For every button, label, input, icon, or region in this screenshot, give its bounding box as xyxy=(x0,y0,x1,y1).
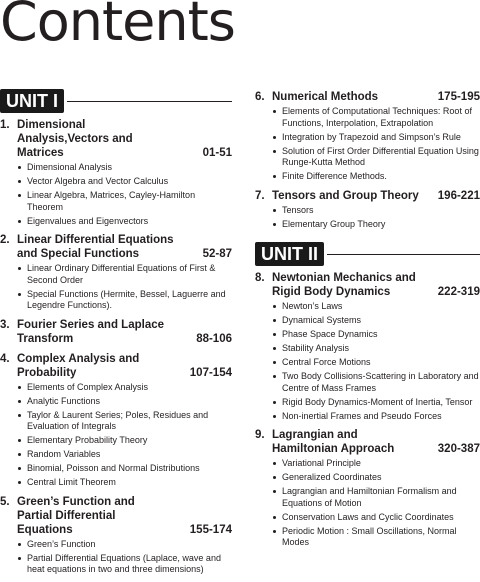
chapter-heading xyxy=(0,118,232,160)
chapter-entry[interactable] xyxy=(0,352,232,489)
topic-list xyxy=(0,162,232,227)
chapter-entry[interactable] xyxy=(255,428,480,549)
chapter-title-block xyxy=(255,428,422,456)
chapter-title-block xyxy=(0,233,182,261)
chapter-title-block xyxy=(255,90,432,104)
topic-item: Elementary Probability Theory xyxy=(27,435,232,447)
chapter-page-range: 52-87 xyxy=(202,248,232,260)
chapter-page-range: 155-174 xyxy=(189,523,232,536)
chapter-title-block xyxy=(0,318,177,346)
chapter-heading xyxy=(0,318,232,346)
unit-label: UNIT I xyxy=(0,89,64,113)
topic-list xyxy=(255,205,480,231)
unit-rule xyxy=(327,254,480,255)
topic-item: Variational Principle xyxy=(282,458,480,470)
chapter-entry[interactable] xyxy=(0,118,232,227)
topic-item: Analytic Functions xyxy=(27,396,232,408)
chapter-title-block xyxy=(255,271,422,299)
chapter-heading xyxy=(255,428,480,456)
topic-item: Phase Space Dynamics xyxy=(282,329,480,341)
topic-item: Random Variables xyxy=(27,449,232,461)
topic-item: Integration by Trapezoid and Simpson’s Rule xyxy=(282,132,480,144)
chapter-page-range: 88-106 xyxy=(196,332,232,345)
chapter-number: 9. xyxy=(255,429,265,441)
topic-item: Vector Algebra and Vector Calculus xyxy=(27,176,232,188)
chapter-heading xyxy=(0,352,232,380)
chapter-title: Green’s Function and Partial Differential Equations xyxy=(17,495,135,536)
topic-item: Tensors xyxy=(282,205,480,217)
chapter-number: 7. xyxy=(255,189,265,202)
chapter-title: Dimensional Analysis,Vectors and Matrices xyxy=(17,119,133,159)
topic-item: Linear Algebra, Matrices, Cayley-Hamilton Theorem xyxy=(27,190,232,213)
chapter-title: Newtonian Mechanics and Rigid Body Dynamics xyxy=(272,272,416,298)
topic-list xyxy=(0,539,232,576)
chapter-number: 6. xyxy=(255,91,265,103)
topic-item: Eigenvalues and Eigenvectors xyxy=(27,216,232,228)
topic-item: Two Body Collisions-Scattering in Laboratory and Centre of Mass Frames xyxy=(282,371,479,393)
topic-item: Central Force Motions xyxy=(282,357,480,369)
topic-item: Periodic Motion : Small Oscillations, Normal Modes xyxy=(282,526,480,549)
contents-column-right xyxy=(255,90,480,555)
chapter-heading xyxy=(255,271,480,299)
chapter-heading xyxy=(255,90,480,104)
topic-item: Non-inertial Frames and Pseudo Forces xyxy=(282,411,480,423)
unit-label: UNIT II xyxy=(255,242,324,266)
chapter-title: Tensors and Group Theory xyxy=(272,189,419,202)
chapter-heading xyxy=(0,495,232,537)
chapter-entry[interactable] xyxy=(0,318,232,346)
chapter-title: Linear Differential Equations and Special Functions xyxy=(17,234,174,260)
chapter-title: Fourier Series and Laplace Transform xyxy=(17,318,165,345)
chapter-page-range: 196-221 xyxy=(437,189,480,202)
chapter-title-block xyxy=(0,352,147,380)
chapter-title: Numerical Methods xyxy=(272,91,379,103)
topic-item: Solution of First Order Differential Equation Using Runge-Kutta Method xyxy=(282,145,479,167)
topic-item: Elementary Group Theory xyxy=(282,219,480,231)
chapter-title: Complex Analysis and Probability xyxy=(17,352,140,379)
unit-banner xyxy=(255,242,480,266)
topic-item: Stability Analysis xyxy=(282,343,480,355)
topic-list xyxy=(255,458,480,549)
topic-list xyxy=(255,106,480,183)
topic-list xyxy=(0,382,232,489)
topic-item: Partial Differential Equations (Laplace, wave and heat equations in two and three dimensions) xyxy=(27,553,232,576)
chapter-page-range: 01-51 xyxy=(202,147,232,159)
topic-item: Green’s Function xyxy=(27,539,232,551)
unit-rule xyxy=(67,101,232,102)
chapter-title-block xyxy=(0,495,162,537)
chapter-page-range: 175-195 xyxy=(437,91,480,103)
chapter-number: 1. xyxy=(0,119,10,131)
topic-item: Central Limit Theorem xyxy=(27,477,232,489)
unit-banner xyxy=(0,89,232,113)
topic-item: Binomial, Poisson and Normal Distributions xyxy=(27,463,232,475)
chapter-page-range: 107-154 xyxy=(189,366,232,379)
chapter-entry[interactable] xyxy=(255,271,480,422)
chapter-title-block xyxy=(0,118,167,160)
chapter-title-block xyxy=(255,189,432,203)
topic-item: Linear Ordinary Differential Equations of First & Second Order xyxy=(27,263,232,286)
contents-column-left xyxy=(0,89,232,582)
chapter-entry[interactable] xyxy=(0,233,232,312)
topic-item: Generalized Coordinates xyxy=(282,472,480,484)
topic-item: Elements of Complex Analysis xyxy=(27,382,232,394)
chapter-number: 5. xyxy=(0,495,10,508)
topic-list xyxy=(255,301,480,422)
topic-item: Newton’s Laws xyxy=(282,301,480,313)
chapter-page-range: 320-387 xyxy=(437,443,480,455)
topic-item: Special Functions (Hermite, Bessel, Laguerre and Legendre Functions). xyxy=(27,289,232,312)
chapter-number: 8. xyxy=(255,272,265,284)
topic-item: Elements of Computational Techniques: Root of Functions, Interpolation, Extrapolation xyxy=(282,106,480,129)
chapter-number: 3. xyxy=(0,318,10,331)
topic-item: Lagrangian and Hamiltonian Formalism and Equations of Motion xyxy=(282,486,480,509)
chapter-heading xyxy=(255,189,480,203)
page-title: Contents xyxy=(0,0,235,53)
topic-item: Dynamical Systems xyxy=(282,315,480,327)
topic-list xyxy=(0,263,232,312)
chapter-entry[interactable] xyxy=(0,495,232,576)
topic-item: Finite Difference Methods. xyxy=(282,171,480,183)
topic-item: Dimensional Analysis xyxy=(27,162,232,174)
chapter-number: 2. xyxy=(0,234,10,246)
topic-item: Conservation Laws and Cyclic Coordinates xyxy=(282,512,480,524)
chapter-page-range: 222-319 xyxy=(437,286,480,298)
chapter-number: 4. xyxy=(0,352,10,365)
topic-item: Rigid Body Dynamics-Moment of Inertia, Tensor xyxy=(282,397,480,409)
topic-item: Taylor & Laurent Series; Poles, Residues and Evaluation of Integrals xyxy=(27,410,232,433)
chapter-title: Lagrangian and Hamiltonian Approach xyxy=(272,429,395,455)
chapter-heading xyxy=(0,233,232,261)
chapter-entry[interactable] xyxy=(255,90,480,183)
chapter-entry[interactable] xyxy=(255,189,480,231)
